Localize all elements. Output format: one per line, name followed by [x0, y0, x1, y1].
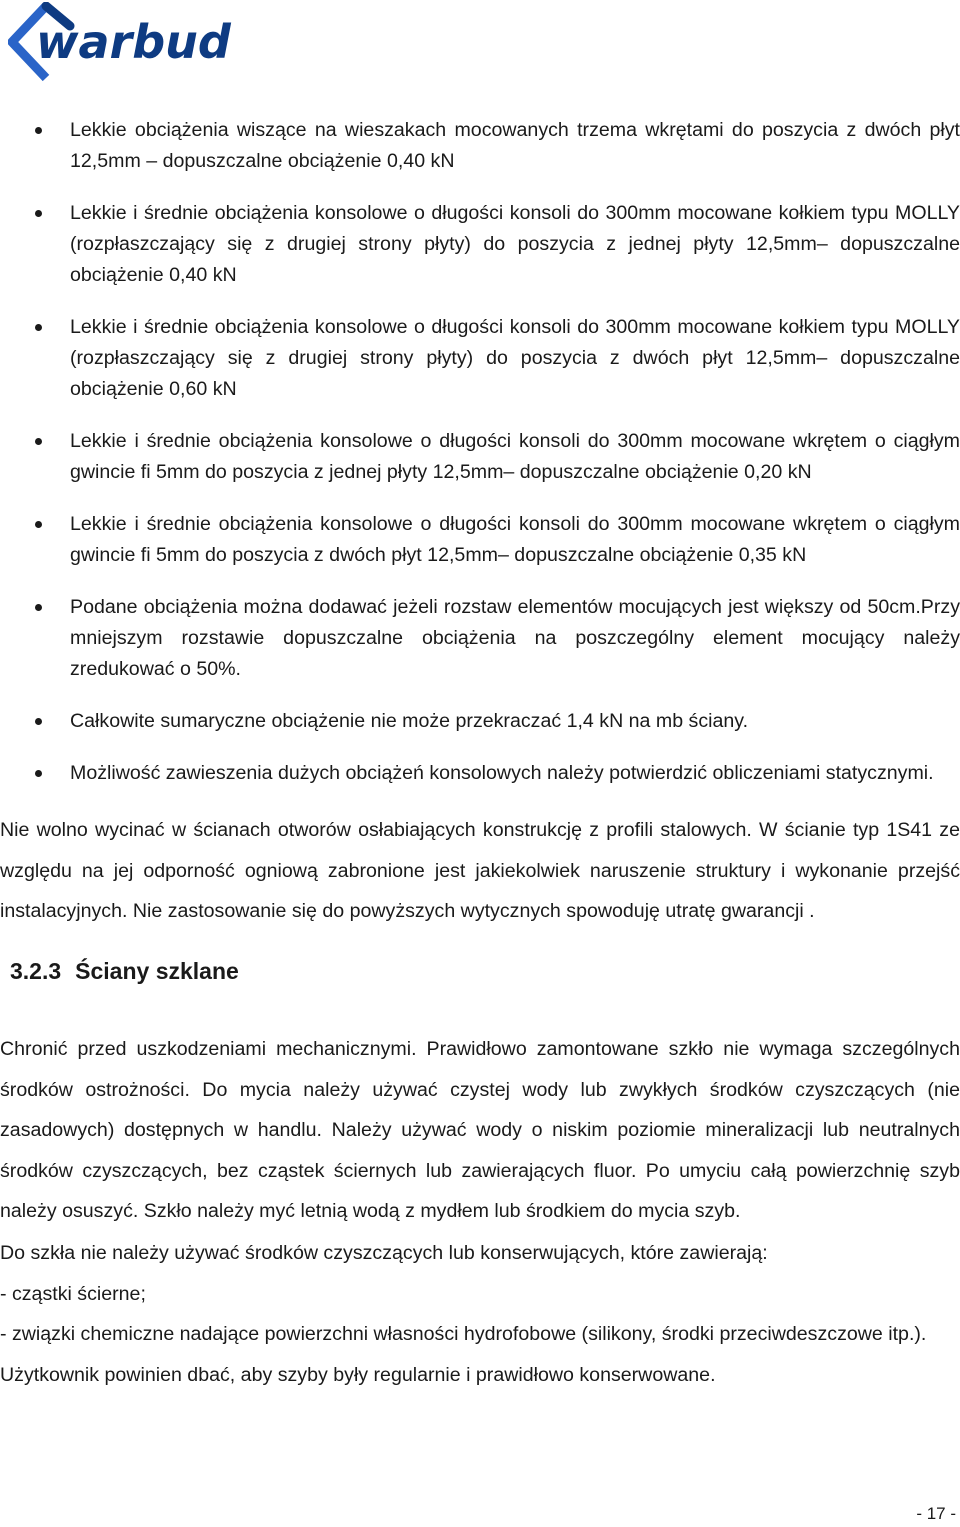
care-paragraph: Chronić przed uszkodzeniami mechanicznymi. Prawidłowo zamontowane szkło nie wymaga szczególnych środków ostrożności. Do mycia należy używać czystej wody lub zwykłych środków czyszczących (nie zasadowych) dostępnych w handlu. Należy używać wody o niskim poziomie mineralizacji lub neutralnych środków czyszczących, bez cząstek ściernych lub zawierających fluor. Po umyciu całą powierzchnię szyb należy osuszyć. Szkło należy myć letnią wodą z mydłem lub środkiem do mycia szyb. — [0, 1038, 960, 1222]
list-item: Całkowite sumaryczne obciążenie nie może przekraczać 1,4 kN na mb ściany. — [0, 706, 960, 737]
cleaning-notes — [0, 1233, 960, 1395]
section-number: 3.2.3 — [10, 958, 62, 984]
page-number: - 17 - — [916, 1504, 956, 1523]
list-item: Lekkie i średnie obciążenia konsolowe o długości konsoli do 300mm mocowane kołkiem typu MOLLY (rozpłaszczający się z drugiej strony płyty) do poszycia z jednej płyty 12,5mm– dopuszczalne obciążenie 0,40 kN — [0, 198, 960, 291]
warbud-logo — [8, 2, 248, 82]
section-heading — [10, 958, 239, 985]
list-item: Podane obciążenia można dodawać jeżeli rozstaw elementów mocujących jest większy od 50cm.Przy mniejszym rozstawie dopuszczalne obciążenia na poszczególny element mocujący należy zredukować o 50%. — [0, 592, 960, 685]
list-item: Lekkie i średnie obciążenia konsolowe o długości konsoli do 300mm mocowane wkrętem o ciągłym gwincie fi 5mm do poszycia z jednej płyty 12,5mm– dopuszczalne obciążenie 0,20 kN — [0, 426, 960, 488]
section-title: Ściany szklane — [75, 958, 239, 984]
list-item: Lekkie obciążenia wiszące na wieszakach mocowanych trzema wkrętami do poszycia z dwóch płyt 12,5mm – dopuszczalne obciążenie 0,40 kN — [0, 115, 960, 177]
warbud-logo-icon — [8, 2, 248, 82]
list-item: Możliwość zawieszenia dużych obciążeń konsolowych należy potwierdzić obliczeniami statycznymi. — [0, 758, 960, 789]
note-line: Użytkownik powinien dbać, aby szyby były regularnie i prawidłowo konserwowane. — [0, 1363, 716, 1386]
note-line: - cząstki ścierne; — [0, 1282, 146, 1305]
list-item: Lekkie i średnie obciążenia konsolowe o długości konsoli do 300mm mocowane kołkiem typu MOLLY (rozpłaszczający się z drugiej strony płyty) do poszycia z dwóch płyt 12,5mm– dopuszczalne obciążenie 0,60 kN — [0, 312, 960, 405]
note-line: - związki chemiczne nadające powierzchni własności hydrofobowe (silikony, środki przeciwdeszczowe itp.). — [0, 1323, 927, 1345]
logo-wordmark: warbud — [36, 15, 231, 69]
list-item: Lekkie i średnie obciążenia konsolowe o długości konsoli do 300mm mocowane wkrętem o ciągłym gwincie fi 5mm do poszycia z dwóch płyt 12,5mm– dopuszczalne obciążenie 0,35 kN — [0, 509, 960, 571]
load-rules-list — [0, 115, 960, 810]
note-line: Do szkła nie należy używać środków czyszczących lub konserwujących, które zawierają: — [0, 1242, 768, 1264]
warning-paragraph: Nie wolno wycinać w ścianach otworów osłabiających konstrukcję z profili stalowych. W ścianie typ 1S41 ze względu na jej odporność ogniową zabronione jest jakiekolwiek naruszenie struktury i wykonanie przejść instalacyjnych. Nie zastosowanie się do powyższych wytycznych spowoduję utratę gwarancji . — [0, 819, 960, 922]
